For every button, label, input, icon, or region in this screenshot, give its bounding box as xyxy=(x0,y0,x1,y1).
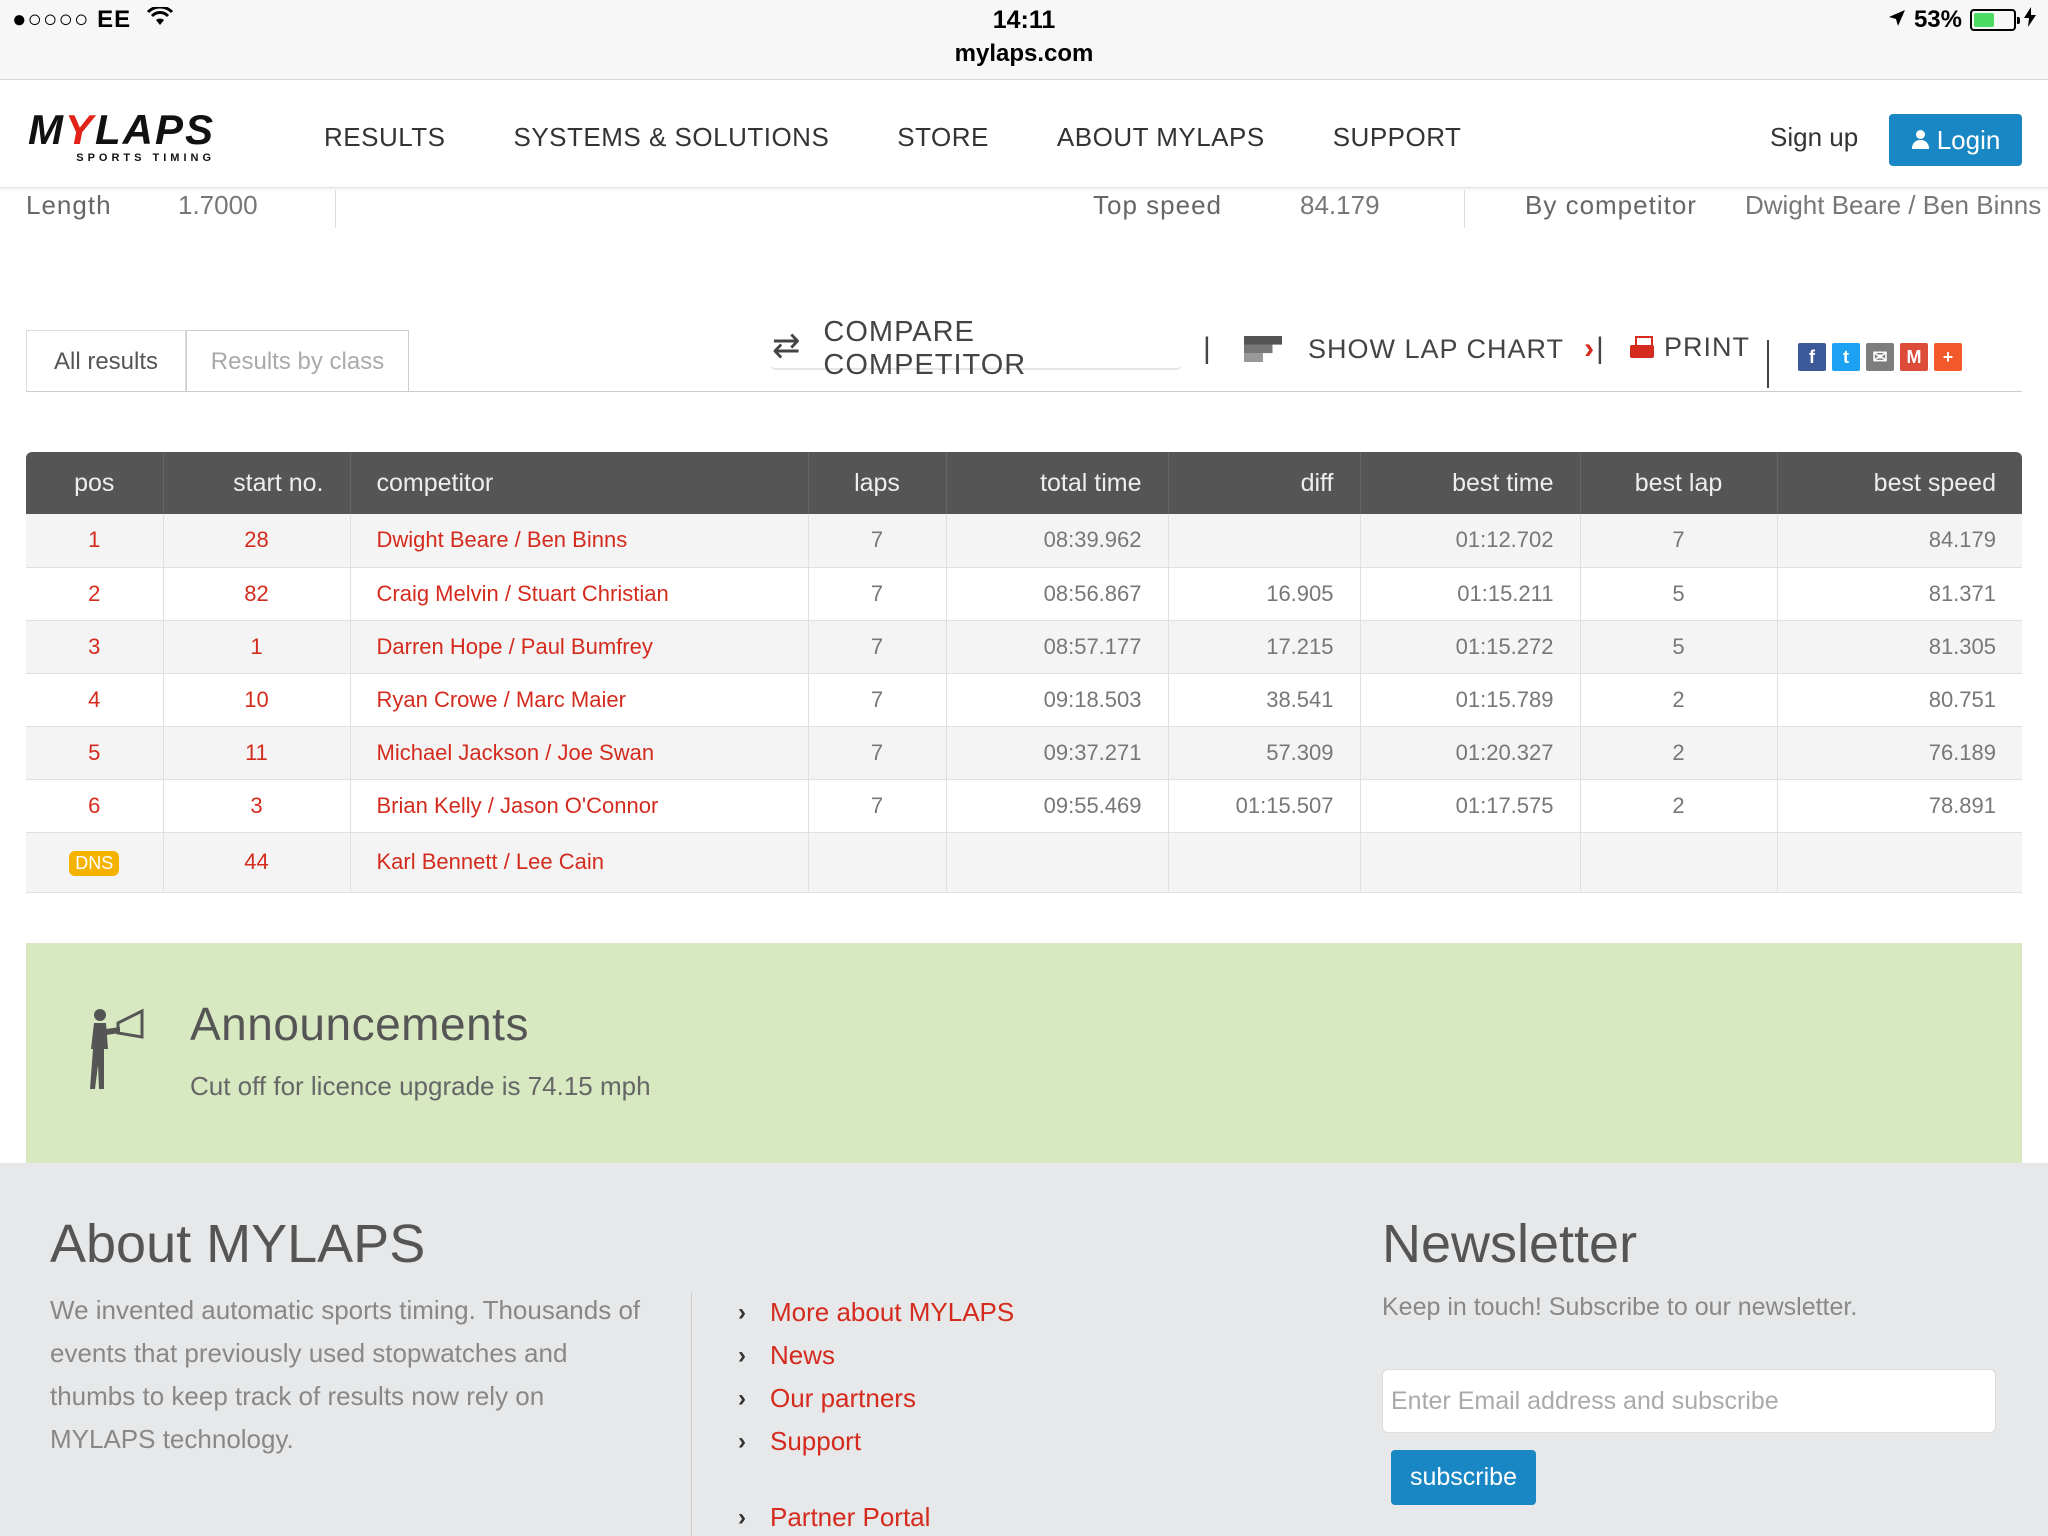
newsletter-text: Keep in touch! Subscribe to our newsletter. xyxy=(1382,1293,1858,1321)
cell-laps: 7 xyxy=(808,514,946,567)
chevron-right-icon: › xyxy=(738,1384,746,1412)
cell-best-speed: 80.751 xyxy=(1777,673,2022,726)
tabs-underline xyxy=(26,391,2022,392)
length-value: 1.7000 xyxy=(178,190,258,220)
announcements-panel xyxy=(26,943,2022,1163)
cell-best-lap: 2 xyxy=(1580,779,1777,832)
cell-start-no: 3 xyxy=(163,779,350,832)
col-pos[interactable]: pos xyxy=(26,452,163,514)
login-label: Login xyxy=(1936,124,2001,155)
nav-about-mylaps[interactable]: ABOUT MYLAPS xyxy=(1056,122,1265,152)
nav-support[interactable]: SUPPORT xyxy=(1332,122,1462,152)
col-best-lap[interactable]: best lap xyxy=(1580,452,1777,514)
top-speed-value: 84.179 xyxy=(1300,190,1380,220)
megaphone-icon xyxy=(86,1005,146,1095)
by-competitor-value: Dwight Beare / Ben Binns xyxy=(1745,190,2042,220)
cell-best-time: 01:15.211 xyxy=(1360,567,1580,620)
about-title: About MYLAPS xyxy=(50,1214,426,1274)
col-competitor[interactable]: competitor xyxy=(350,452,808,514)
top-speed-label: Top speed xyxy=(1093,190,1222,220)
cell-best-speed: 76.189 xyxy=(1777,726,2022,779)
cell-diff xyxy=(1168,514,1360,567)
battery-percent: 53% xyxy=(1913,6,1962,33)
cell-diff: 38.541 xyxy=(1168,673,1360,726)
login-button[interactable] xyxy=(1889,114,2022,166)
cell-diff: 17.215 xyxy=(1168,620,1360,673)
cell-best-speed: 78.891 xyxy=(1777,779,2022,832)
logo-letter-m: M xyxy=(28,106,65,153)
facebook-icon[interactable]: f xyxy=(1798,343,1826,371)
site-header xyxy=(0,80,2048,188)
cell-best-lap: 5 xyxy=(1580,567,1777,620)
signup-link[interactable]: Sign up xyxy=(1770,122,1859,152)
tab-results-by-class[interactable]: Results by class xyxy=(186,330,409,392)
toolbar-separator: | xyxy=(1596,332,1604,365)
results-table xyxy=(26,452,2022,893)
table-row[interactable] xyxy=(26,726,2022,779)
newsletter-title: Newsletter xyxy=(1382,1214,1638,1274)
link-label: Partner Portal xyxy=(770,1502,931,1532)
cell-pos: 5 xyxy=(26,726,163,779)
link-more-about-mylaps[interactable] xyxy=(738,1291,1014,1334)
logo-wordmark xyxy=(28,106,216,153)
link-partner-portal[interactable] xyxy=(738,1496,1014,1536)
cell-start-no: 44 xyxy=(163,832,350,892)
announcements-title: Announcements xyxy=(190,998,529,1050)
chevron-right-icon: › xyxy=(738,1427,746,1455)
link-label: Support xyxy=(770,1426,862,1456)
cell-pos: 1 xyxy=(26,514,163,567)
carrier-label: ●○○○○ EE xyxy=(12,6,132,33)
length-label: Length xyxy=(26,190,112,220)
link-news[interactable] xyxy=(738,1334,1014,1377)
cell-best-speed xyxy=(1777,832,2022,892)
info-divider xyxy=(335,190,336,228)
cell-laps: 7 xyxy=(808,673,946,726)
cell-competitor-link[interactable]: Darren Hope / Paul Bumfrey xyxy=(350,620,808,673)
col-start-no[interactable]: start no. xyxy=(163,452,350,514)
cell-pos: 4 xyxy=(26,673,163,726)
cell-laps: 7 xyxy=(808,620,946,673)
cell-pos: 3 xyxy=(26,620,163,673)
link-our-partners[interactable] xyxy=(738,1377,1014,1420)
table-row[interactable] xyxy=(26,779,2022,832)
col-laps[interactable]: laps xyxy=(808,452,946,514)
cell-laps: 7 xyxy=(808,726,946,779)
table-row[interactable] xyxy=(26,567,2022,620)
toolbar-divider xyxy=(1767,340,1769,388)
newsletter-email-input[interactable] xyxy=(1382,1369,1996,1433)
cell-best-time: 01:17.575 xyxy=(1360,779,1580,832)
table-row[interactable] xyxy=(26,673,2022,726)
cell-pos: 6 xyxy=(26,779,163,832)
printer-icon xyxy=(1630,336,1654,360)
tab-all-results[interactable]: All results xyxy=(26,330,186,392)
table-row[interactable] xyxy=(26,620,2022,673)
chevron-right-icon: › xyxy=(738,1503,746,1531)
cell-best-time: 01:15.789 xyxy=(1360,673,1580,726)
location-arrow-icon xyxy=(1888,6,1906,34)
toolbar-separator: | xyxy=(1203,332,1211,365)
cell-best-lap xyxy=(1580,832,1777,892)
cell-diff: 01:15.507 xyxy=(1168,779,1360,832)
cell-total-time: 08:39.962 xyxy=(946,514,1168,567)
subscribe-button[interactable]: subscribe xyxy=(1391,1450,1536,1505)
cell-diff xyxy=(1168,832,1360,892)
cell-best-time xyxy=(1360,832,1580,892)
mylaps-logo[interactable] xyxy=(28,106,216,164)
cell-start-no: 11 xyxy=(163,726,350,779)
main-nav xyxy=(324,122,1461,153)
cell-competitor-link[interactable]: Michael Jackson / Joe Swan xyxy=(350,726,808,779)
compare-competitor-button[interactable] xyxy=(770,316,1182,381)
cell-laps: 7 xyxy=(808,779,946,832)
charging-bolt-icon xyxy=(2024,6,2036,34)
cell-best-time: 01:20.327 xyxy=(1360,726,1580,779)
swap-arrows-icon xyxy=(770,334,813,364)
cell-total-time xyxy=(946,832,1168,892)
cell-total-time: 08:57.177 xyxy=(946,620,1168,673)
col-total-time[interactable]: total time xyxy=(946,452,1168,514)
status-right xyxy=(1888,6,2036,34)
cell-competitor-link[interactable]: Craig Melvin / Stuart Christian xyxy=(350,567,808,620)
cell-diff: 16.905 xyxy=(1168,567,1360,620)
cell-diff: 57.309 xyxy=(1168,726,1360,779)
cell-total-time: 09:18.503 xyxy=(946,673,1168,726)
cell-best-speed: 81.305 xyxy=(1777,620,2022,673)
cell-competitor-link[interactable]: Brian Kelly / Jason O'Connor xyxy=(350,779,808,832)
chevron-right-icon: › xyxy=(738,1298,746,1326)
col-best-speed[interactable]: best speed xyxy=(1873,468,1996,497)
info-divider xyxy=(1464,190,1465,228)
cell-best-time: 01:15.272 xyxy=(1360,620,1580,673)
share-buttons xyxy=(1798,343,1962,371)
cell-best-speed: 84.179 xyxy=(1777,514,2022,567)
cell-best-lap: 5 xyxy=(1580,620,1777,673)
lap-chart-label: SHOW LAP CHART xyxy=(1308,333,1565,364)
event-info-row xyxy=(0,190,2048,230)
cell-best-lap: 2 xyxy=(1580,726,1777,779)
compare-label: COMPARE COMPETITOR xyxy=(823,316,1027,381)
col-diff[interactable]: diff xyxy=(1168,452,1360,514)
cell-start-no: 28 xyxy=(163,514,350,567)
twitter-icon[interactable]: t xyxy=(1832,343,1860,371)
url-bar[interactable]: mylaps.com xyxy=(954,40,1094,67)
show-lap-chart-button[interactable] xyxy=(1244,332,1595,366)
print-button[interactable] xyxy=(1630,332,1750,363)
link-label: News xyxy=(770,1340,836,1370)
results-tabs xyxy=(26,330,409,392)
cell-best-lap: 2 xyxy=(1580,673,1777,726)
nav-store[interactable]: STORE xyxy=(897,122,989,152)
email-icon[interactable]: ✉ xyxy=(1866,343,1894,371)
cell-pos: 2 xyxy=(26,567,163,620)
cell-start-no: 10 xyxy=(163,673,350,726)
cell-competitor-link[interactable]: Dwight Beare / Ben Binns xyxy=(350,514,808,567)
by-competitor-label: By competitor xyxy=(1525,190,1697,220)
table-row[interactable] xyxy=(26,832,2022,892)
chevron-right-icon: › xyxy=(738,1341,746,1369)
logo-letters-laps: LAPS xyxy=(95,106,216,153)
nav-results[interactable]: RESULTS xyxy=(324,122,446,152)
cell-best-time: 01:12.702 xyxy=(1360,514,1580,567)
cell-total-time: 09:37.271 xyxy=(946,726,1168,779)
table-header-row xyxy=(26,452,2022,514)
status-bar xyxy=(0,0,2048,80)
cell-total-time: 08:56.867 xyxy=(946,567,1168,620)
site-footer xyxy=(0,1163,2048,1536)
nav-systems-solutions[interactable]: SYSTEMS & SOLUTIONS xyxy=(513,122,830,152)
col-best-time[interactable]: best time xyxy=(1360,452,1580,514)
cell-start-no: 82 xyxy=(163,567,350,620)
footer-links xyxy=(738,1291,1014,1536)
print-label: PRINT xyxy=(1664,332,1750,362)
battery-icon xyxy=(1970,9,2016,31)
cell-competitor-link[interactable]: Ryan Crowe / Marc Maier xyxy=(350,673,808,726)
gmail-icon[interactable]: M xyxy=(1900,343,1928,371)
cell-pos xyxy=(26,832,163,892)
cell-competitor-link[interactable]: Karl Bennett / Lee Cain xyxy=(350,832,808,892)
addthis-icon[interactable]: + xyxy=(1934,343,1962,371)
lap-chart-icon xyxy=(1244,336,1282,362)
cell-best-speed: 81.371 xyxy=(1777,567,2022,620)
cell-start-no: 1 xyxy=(163,620,350,673)
logo-tagline: SPORTS TIMING xyxy=(76,152,216,164)
cell-laps: 7 xyxy=(808,567,946,620)
footer-divider xyxy=(691,1293,692,1536)
cell-total-time: 09:55.469 xyxy=(946,779,1168,832)
logo-letter-y: Y xyxy=(65,106,96,153)
chevron-right-icon: › xyxy=(1584,332,1596,365)
announcements-text: Cut off for licence upgrade is 74.15 mph xyxy=(190,1071,651,1101)
dns-badge: DNS xyxy=(69,851,119,876)
about-text: We invented automatic sports timing. Thousands of events that previously used stopwatches and thumbs to keep track of results now rely on MYLAPS technology. xyxy=(50,1295,641,1454)
user-icon xyxy=(1911,130,1929,150)
table-row[interactable] xyxy=(26,514,2022,567)
cell-best-lap: 7 xyxy=(1580,514,1777,567)
link-label: More about MYLAPS xyxy=(770,1297,1015,1327)
link-support[interactable] xyxy=(738,1420,1014,1463)
cell-laps xyxy=(808,832,946,892)
link-label: Our partners xyxy=(770,1383,916,1413)
clock: 14:11 xyxy=(992,6,1056,34)
